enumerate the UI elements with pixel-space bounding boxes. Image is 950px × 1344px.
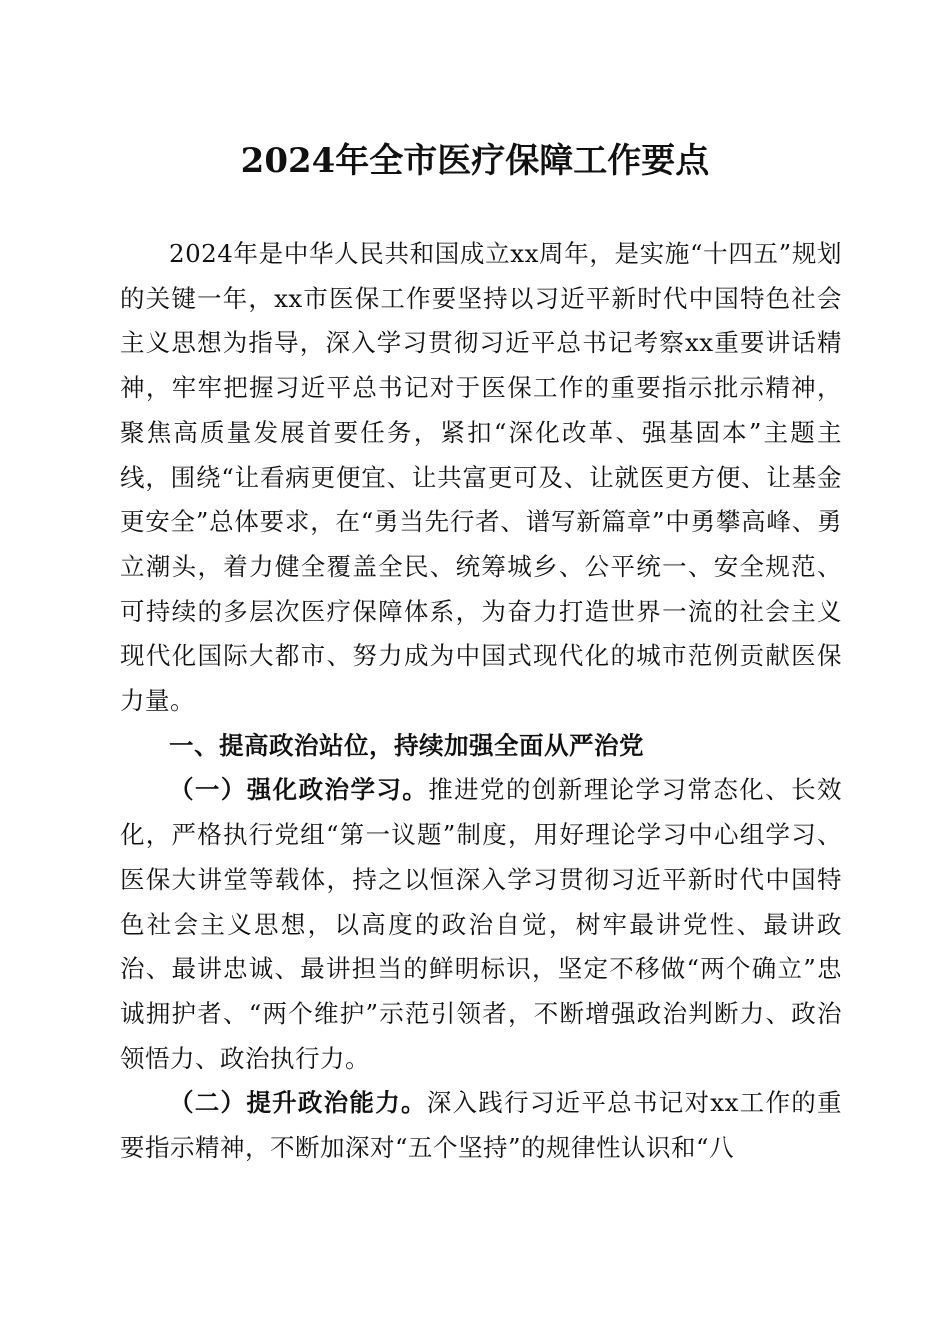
item-text-1: 推进党的创新理论学习常态化、长效化，严格执行党组“第一议题”制度，用好理论学习中心组学习、医保大讲堂等载体，持之以恒深入学习贯彻习近平新时代中国特色社会主义思想，以高度的政治自觉，树牢最讲党性、最讲政治、最讲忠诚、最讲担当的鲜明标识，坚定不移做“两个确立”忠诚拥护者、“两个维护”示范引领者，不断增强政治判断力、政治领悟力、政治执行力。 [120,775,843,1073]
document-title: 2024年全市医疗保障工作要点 [240,141,710,181]
item-paragraph-2 [120,1081,842,1170]
intro-paragraph: 2024年是中华人民共和国成立xx周年，是实施“十四五”规划的关键一年，xx市医保工作要坚持以习近平新时代中国特色社会主义思想为指导，深入学习贯彻习近平总书记考察xx重要讲话精神，牢牢把握习近平总书记对于医保工作的重要指示批示精神，聚焦高质量发展首要任务，紧扣“深化改革、强基固本”主题主线，围绕“让看病更便宜、让共富更可及、让就医更方便、让基金更安全”总体要求，在“勇当先行者、谱写新篇章”中勇攀高峰、勇立潮头，着力健全覆盖全民、统筹城乡、公平统一、安全规范、可持续的多层次医疗保障体系，为奋力打造世界一流的社会主义现代化国际大都市、努力成为中国式现代化的城市范例贡献医保力量。 [120,239,842,716]
section-heading-1: 一、提高政治站位，持续加强全面从严治党 [169,730,644,760]
item-lead-2: （二）提升政治能力。 [169,1088,427,1118]
item-lead-1: （一）强化政治学习。 [169,775,429,805]
document-body [120,232,842,1171]
item-paragraph-1 [120,768,842,1081]
item-text-2: 深入践行习近平总书记对xx工作的重要指示精神，不断加深对“五个坚持”的规律性认识和“八 [120,1088,842,1163]
